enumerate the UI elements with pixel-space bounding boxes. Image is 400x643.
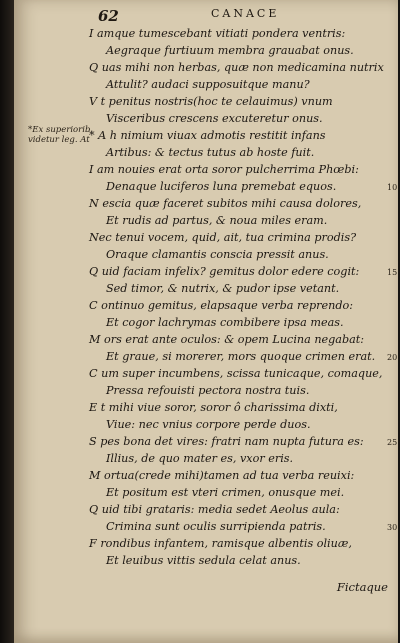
verse-line: V t penitus nostris(hoc te celauimus) vnum — [89, 95, 333, 108]
verse-line: M ors erat ante oculos: & opem Lucina negabat: — [89, 333, 365, 346]
line-number: 15 — [387, 268, 398, 277]
verse-line: Et leuibus vittis sedula celat anus. — [106, 554, 301, 567]
verse-line: I am nouies erat orta soror pulcherrima Phœbi: — [89, 163, 359, 176]
verse-line: Aegraque furtiuum membra grauabat onus. — [106, 44, 354, 57]
verse-line: Artibus: & tectus tutus ab hoste fuit. — [106, 146, 315, 159]
verse-line: Nec tenui vocem, quid, ait, tua crimina prodis? — [89, 231, 357, 244]
verse-line: Viue: nec vnius corpore perde duos. — [106, 418, 311, 431]
verse-line: Illius, de quo mater es, vxor eris. — [106, 452, 294, 465]
margin-note-text: *Ex superiorib. videtur leg. At — [28, 125, 94, 145]
verse-line: E t mihi viue soror, soror ô charissima dixti, — [89, 401, 338, 414]
line-number: 10 — [387, 183, 398, 192]
verse-line: Q uas mihi non herbas, quæ non medicamina nutrix — [89, 61, 384, 74]
line-number: 30 — [387, 523, 398, 532]
verse-line: Crimina sunt oculis surripienda patris. — [106, 520, 326, 533]
margin-note — [28, 126, 93, 146]
verse-line: Et rudis ad partus, & noua miles eram. — [106, 214, 328, 227]
verse-line: N esciа quæ faceret subitos mihi causa dolores, — [89, 197, 362, 210]
page-number: 62 — [98, 7, 119, 25]
verse-line: Q uid tibi grataris: media sedet Aeolus aula: — [89, 503, 340, 516]
verse-line: * A h nimium viuax admotis restitit infans — [89, 129, 326, 142]
verse-line: Et positum est vteri crimen, onusque mei. — [106, 486, 345, 499]
line-number: 25 — [387, 438, 398, 447]
verse-line: Et cogor lachrymas combibere ipsa meas. — [106, 316, 344, 329]
page-header — [14, 7, 398, 27]
catchword: Fictaque — [336, 580, 388, 594]
verse-line: Visceribus crescens excuteretur onus. — [106, 112, 323, 125]
verse-line: Pressa refouisti pectora nostra tuis. — [106, 384, 310, 397]
verse-line: Et graue, si morerer, mors quoque crimen erat. — [106, 350, 376, 363]
verse-line: F rondibus infantem, ramisque albentis oliuæ, — [89, 537, 352, 550]
verse-line: I amque tumescebant vitiati pondera ventris: — [89, 27, 346, 40]
line-number: 20 — [387, 353, 398, 362]
book-gutter — [0, 0, 14, 643]
verse-line: S pes bona det vires: fratri nam nupta futura es: — [89, 435, 364, 448]
book-page — [14, 0, 398, 643]
verse-line: Attulit? audaci supposuitque manu? — [106, 78, 310, 91]
running-title: CANACE — [211, 7, 280, 20]
verse-line: C um super incumbens, scissa tunicaque, comaque, — [89, 367, 383, 380]
verse-line: Sed timor, & nutrix, & pudor ipse vetant. — [106, 282, 340, 295]
verse-line: M ortua(crede mihi)tamen ad tua verba reuixi: — [89, 469, 355, 482]
verse-line: Denaque luciferos luna premebat equos. — [106, 180, 337, 193]
verse-line: Oraque clamantis conscia pressit anus. — [106, 248, 329, 261]
verse-line: C ontinuo gemitus, elapsaque verba reprendo: — [89, 299, 353, 312]
verse-line: Q uid faciam infelix? gemitus dolor edere cogit: — [89, 265, 360, 278]
